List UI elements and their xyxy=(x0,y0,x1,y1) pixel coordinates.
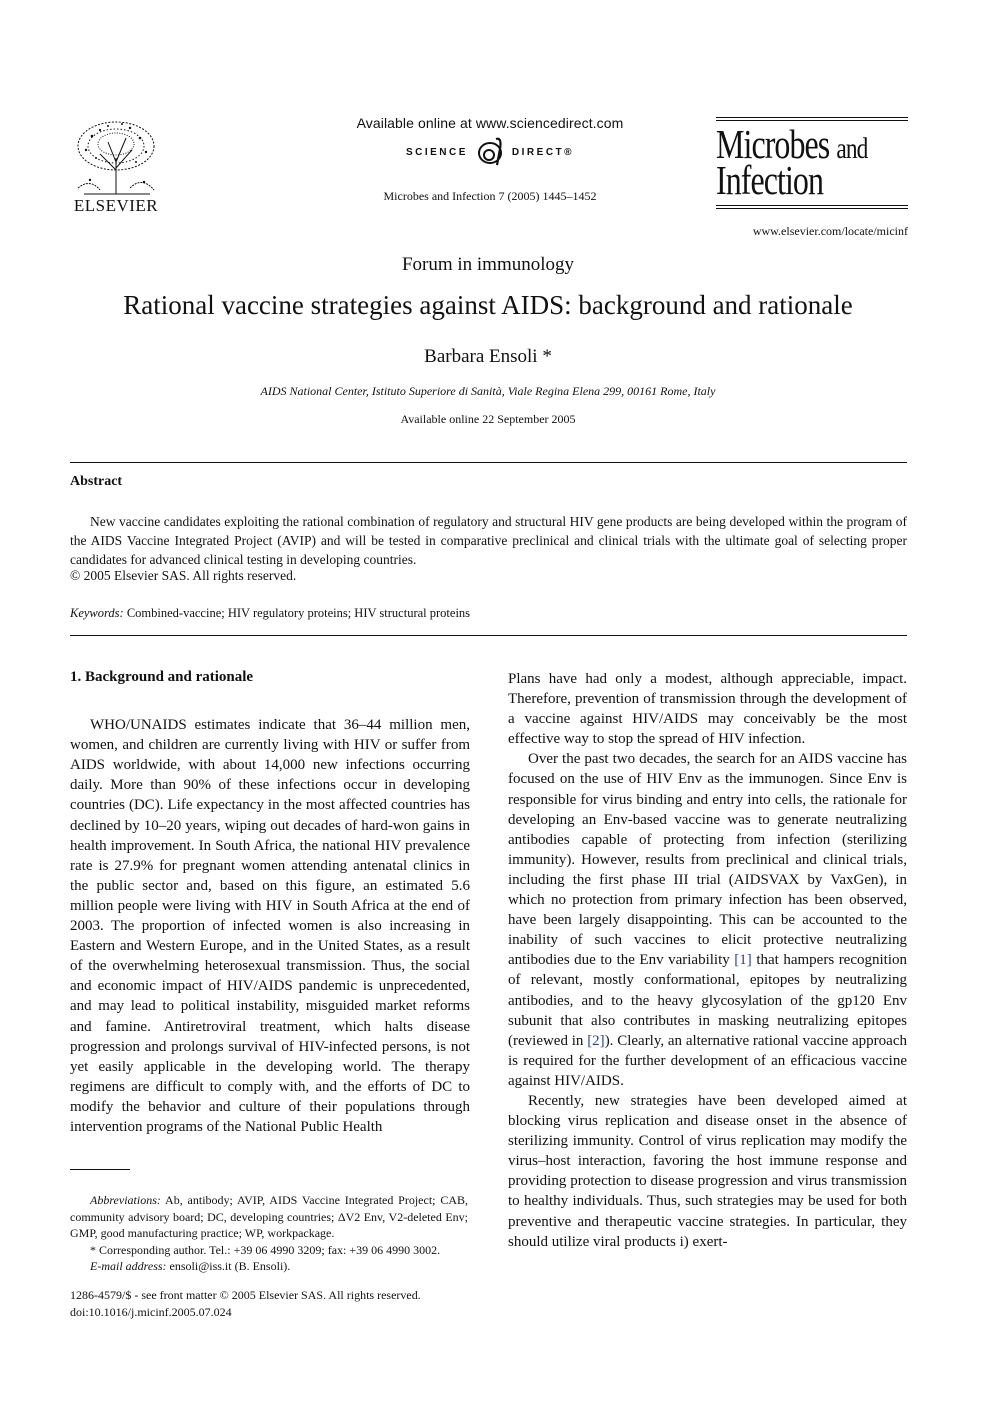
right-paragraph-2-part-b: that hampers recognition of relevant, mostly conformational, epitopes by neutralizing antibodies, and to the heavy glycosylation of the gp120 Env subunit that also contributes in masking neutralizing epitopes (reviewed in xyxy=(508,952,908,1049)
section-label: Forum in immunology xyxy=(401,254,575,275)
abbreviations-text: Ab, antibody; AVIP, AIDS Vaccine Integrated Project; CAB, community advisory board; DC, developing countries; ΔV2 Env, V2-deleted Env; GMP, good manufacturing practice; WP, workpackage. xyxy=(70,1193,468,1240)
right-paragraph-3: Recently, new strategies have been developed aimed at blocking virus replication and disease onset in the absence of sterilizing immunity. Control of virus replication may modify the virus–host interaction, favoring the host immune response and providing protection to disease progression and virus transmission to healthy individuals. Thus, such strategies may be used for both preventive and therapeutic vaccine strategies. In particular, they should utilize viral products i) exert- xyxy=(508,1092,907,1250)
sciencedirect-d-icon xyxy=(472,135,508,169)
author-affiliation: AIDS National Center, Istituto Superiore di Sanità, Viale Regina Elena 299, 00161 Rome, Italy xyxy=(260,384,716,398)
sd-right-word: DIRECT® xyxy=(511,146,575,158)
journal-url-link[interactable]: www.elsevier.com/locate/micinf xyxy=(752,224,908,238)
sciencedirect-available-text[interactable]: Available online at www.sciencedirect.com xyxy=(356,115,624,131)
footnote-rule xyxy=(70,1169,130,1170)
brand-rule-bottom xyxy=(716,205,908,209)
email-label: E-mail address: xyxy=(90,1259,167,1273)
abstract-text: New vaccine candidates exploiting the rational combination of regulatory and structural HIV gene products are being developed within the program of the AIDS Vaccine Integrated Project (AVIP) and will be tested in comparative preclinical and clinical trials with the ultimate goal of selecting proper candidates for advanced clinical testing in developing countries. xyxy=(70,514,907,567)
keywords-label: Keywords: xyxy=(70,606,124,620)
reference-link-2[interactable]: [2] xyxy=(587,1032,605,1049)
page-footer xyxy=(70,1287,421,1321)
footer-issn: 1286-4579/$ - see front matter © 2005 Elsevier SAS. All rights reserved. xyxy=(70,1288,421,1302)
available-online-date: Available online 22 September 2005 xyxy=(400,412,576,426)
abbreviations-label: Abbreviations: xyxy=(90,1193,161,1207)
elsevier-wordmark: ELSEVIER xyxy=(73,196,159,215)
section-heading: 1. Background and rationale xyxy=(70,669,254,685)
brand-line-2: Infection xyxy=(716,157,824,203)
footnote-abbreviations xyxy=(70,1192,468,1242)
footnotes xyxy=(70,1192,468,1275)
footnote-corresponding: * Corresponding author. Tel.: +39 06 4990 3209; fax: +39 06 4990 3002. xyxy=(90,1242,441,1257)
abstract-copyright: © 2005 Elsevier SAS. All rights reserved. xyxy=(70,568,297,583)
article-title: Rational vaccine strategies against AIDS: background and rationale xyxy=(123,290,853,320)
journal-brand-title xyxy=(716,123,908,203)
footer-doi[interactable]: doi:10.1016/j.micinf.2005.07.024 xyxy=(70,1305,232,1319)
reference-link-1[interactable]: [1] xyxy=(734,952,752,969)
keywords xyxy=(70,606,470,621)
right-paragraph-2-part-c: ). Clearly, an alternative rational vaccine approach is required for the further development of an efficacious vaccine against HIV/AIDS. xyxy=(508,1032,907,1089)
left-column xyxy=(70,667,470,1137)
footnote-email xyxy=(70,1258,468,1275)
abstract-rule-bottom xyxy=(70,635,907,636)
abstract-body xyxy=(70,512,907,569)
elsevier-logo xyxy=(68,118,164,218)
brand-line-1: Microbes and xyxy=(716,121,868,167)
abstract-rule-top xyxy=(70,462,907,463)
keywords-list: Combined-vaccine; HIV regulatory proteins; HIV structural proteins xyxy=(126,606,471,620)
elsevier-tree-icon xyxy=(70,118,162,196)
author-name: Barbara Ensoli * xyxy=(424,346,552,367)
sciencedirect-block xyxy=(320,115,660,204)
sd-left-word: SCIENCE xyxy=(405,146,468,158)
left-paragraph-1: WHO/UNAIDS estimates indicate that 36–44 million men, women, and children are currently living with HIV or suffer from AIDS worldwide, with about 14,000 new infections occurring daily. More than 90% of these infections occur in developing countries (DC). Life expectancy in the most affected countries has declined by 10–20 years, wiping out decades of hard-won gains in health improvement. In South Africa, the national HIV prevalence rate is 27.9% for pregnant women attending antenatal clinics in the public sector and, based on this figure, an estimated 5.6 million people were living with HIV in South Africa at the end of 2003. The proportion of infected women is also increasing in Eastern and Western Europe, and in the United States, as a result of the overwhelming heterosexual transmission. Thus, the social and economic impact of HIV/AIDS pandemic is unprecedented, and may lead to political instability, misguided market reforms and famine. Antiretroviral treatment, which halts disease progression and prolongs survival of HIV-infected persons, is not yet easily applicable in the developing world. The therapy regimens are difficult to comply with, and the efforts of DC to modify the behavior and culture of their populations through intervention programs of the National Public Health xyxy=(70,717,470,1135)
journal-brand xyxy=(716,117,908,209)
sciencedirect-logo xyxy=(320,135,660,169)
email-address[interactable]: ensoli@iss.it (B. Ensoli). xyxy=(169,1259,291,1273)
journal-citation: Microbes and Infection 7 (2005) 1445–1452 xyxy=(383,189,597,203)
abstract-heading: Abstract xyxy=(70,474,123,489)
right-paragraph-2 xyxy=(508,749,907,1091)
right-column xyxy=(508,669,907,1252)
right-paragraph-1: Plans have had only a modest, although appreciable, impact. Therefore, prevention of transmission through the development of a vaccine against HIV/AIDS may conceivably be the most effective way to stop the spread of HIV infection. xyxy=(508,671,907,748)
right-paragraph-2-part-a: Over the past two decades, the search for an AIDS vaccine has focused on the use of HIV Env as the immunogen. Since Env is responsible for virus binding and entry into cells, the rationale for developing an Env-based vaccine was to generate neutralizing antibodies capable of protecting from infection (sterilizing immunity). However, results from preclinical and clinical trials, including the first phase III trial (AIDSVAX by VaxGen), in which no protection from primary infection has been observed, have been largely disappointing. This can be accounted to the inability of such vaccines to elicit protective neutralizing antibodies due to the Env variability xyxy=(508,751,907,969)
